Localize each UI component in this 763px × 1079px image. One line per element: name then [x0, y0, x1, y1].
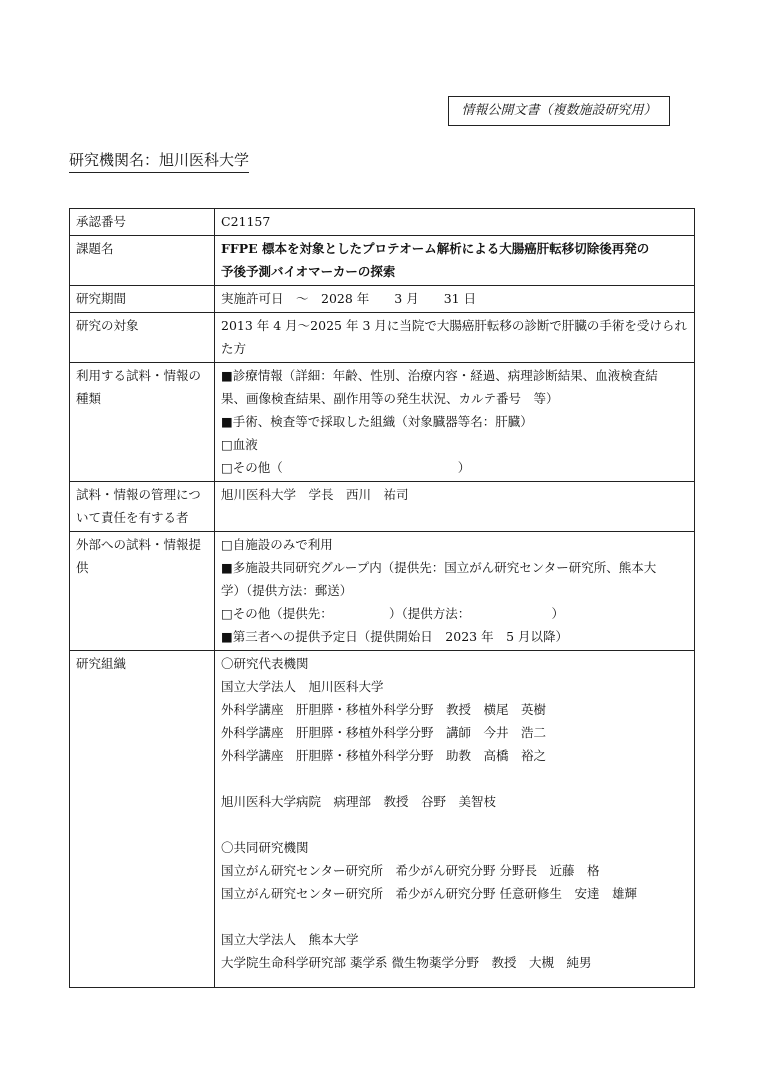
title-line: FFPE 標本を対象としたプロテオーム解析による大腸癌肝転移切除後再発の [221, 241, 650, 256]
external-line: ■多施設共同研究グループ内（提供先：国立がん研究センター研究所、熊本大 [221, 560, 657, 575]
organization-line: 大学院生命科学研究部 薬学系 微生物薬学分野 教授 大槻 純男 [221, 955, 592, 970]
organization-line: 国立大学法人 旭川医科大学 [221, 679, 384, 694]
materials-line: 果、画像検査結果、副作用等の発生状況、カルテ番号 等） [221, 391, 559, 406]
row-organization [70, 651, 695, 988]
document-type-label: 情報公開文書（複数施設研究用） [448, 96, 670, 126]
organization-label: 研究組織 [70, 651, 215, 988]
organization-line: 外科学講座 肝胆膵・移植外科学分野 講師 今井 浩二 [221, 725, 547, 740]
organization-value [215, 651, 695, 988]
organization-line: 国立がん研究センター研究所 希少がん研究分野 任意研修生 安達 雄輝 [221, 886, 637, 901]
organization-line: 外科学講座 肝胆膵・移植外科学分野 教授 横尾 英樹 [221, 702, 547, 717]
row-period [70, 286, 695, 313]
approval-number-label: 承認番号 [70, 209, 215, 236]
external-label: 外部への試料・情報提供 [70, 532, 215, 651]
external-line: 学）（提供方法：郵送） [221, 583, 353, 598]
organization-spacer [221, 767, 688, 790]
organization-line: 〇共同研究機関 [221, 840, 309, 855]
row-external [70, 532, 695, 651]
target-value [215, 313, 695, 363]
materials-line: ■診療情報（詳細：年齢、性別、治療内容・経過、病理診断結果、血液検査結 [221, 368, 658, 383]
organization-line: 国立大学法人 熊本大学 [221, 932, 359, 947]
title-label: 課題名 [70, 236, 215, 286]
external-value [215, 532, 695, 651]
row-title [70, 236, 695, 286]
target-line: 2013 年 4 月～2025 年 3 月に当院で大腸癌肝転移の診断で肝臓の手術を受けられ [221, 318, 687, 333]
organization-line: 国立がん研究センター研究所 希少がん研究分野 分野長 近藤 格 [221, 863, 600, 878]
organization-line: 旭川医科大学病院 病理部 教授 谷野 美智枝 [221, 794, 497, 809]
approval-number-value: C21157 [215, 209, 695, 236]
period-label: 研究期間 [70, 286, 215, 313]
external-line: ■第三者への提供予定日（提供開始日 2023 年 5 月以降） [221, 629, 569, 644]
materials-line: ■手術、検査等で採取した組織（対象臓器等名：肝臓） [221, 414, 533, 429]
organization-spacer [221, 905, 688, 928]
row-manager [70, 482, 695, 532]
materials-line: □その他（ ） [221, 460, 471, 475]
manager-label: 試料・情報の管理について責任を有する者 [70, 482, 215, 532]
external-line: □自施設のみで利用 [221, 537, 333, 552]
period-value: 実施許可日 ～ 2028 年 3 月 31 日 [215, 286, 695, 313]
title-value [215, 236, 695, 286]
organization-line: 外科学講座 肝胆膵・移植外科学分野 助教 高橋 裕之 [221, 748, 547, 763]
target-label: 研究の対象 [70, 313, 215, 363]
row-materials [70, 363, 695, 482]
manager-value: 旭川医科大学 学長 西川 祐司 [215, 482, 695, 532]
institution-name: 研究機関名：旭川医科大学 [69, 150, 249, 173]
external-line: □その他（提供先： ）（提供方法： ） [221, 606, 565, 621]
materials-line: □血液 [221, 437, 258, 452]
target-line: た方 [221, 341, 247, 356]
research-info-table [69, 208, 695, 988]
row-approval-number [70, 209, 695, 236]
title-line: 予後予測バイオマーカーの探索 [221, 264, 396, 279]
organization-line: 〇研究代表機関 [221, 656, 309, 671]
materials-label: 利用する試料・情報の種類 [70, 363, 215, 482]
materials-value [215, 363, 695, 482]
row-target [70, 313, 695, 363]
organization-spacer [221, 813, 688, 836]
